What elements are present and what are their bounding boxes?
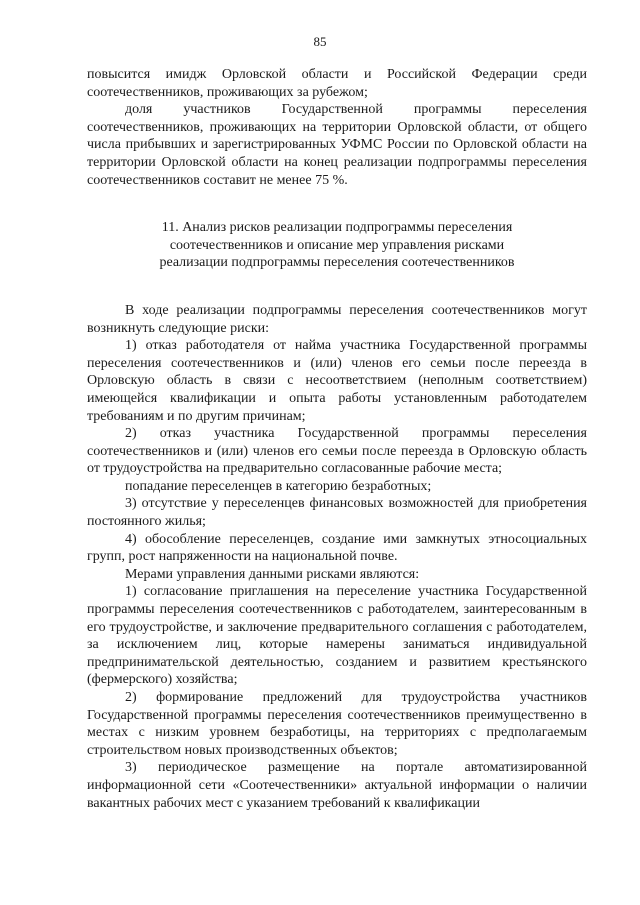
- measure-item: 1) согласование приглашения на переселение участника Государственной программы переселения соотечественников с работодателем, заинтересованным в его трудоустройстве, и заключение предварительного соглашения с работодателем, за исключением лиц, которые намерены заниматься индивидуальной предпринимательской деятельностью, созданием и развитием крестьянского (фермерского) хозяйства;: [87, 584, 587, 688]
- paragraph: В ходе реализации подпрограммы переселения соотечественников могут возникнуть следующие риски:: [87, 302, 587, 336]
- section-heading-line: реализации подпрограммы переселения соотечественников: [159, 255, 515, 271]
- section-heading: [87, 219, 587, 272]
- paragraph: повысится имидж Орловской области и Российской Федерации среди соотечественников, проживающих за рубежом;: [87, 67, 587, 100]
- document-body: [87, 66, 587, 812]
- section-heading-line: соотечественников и описание мер управления рисками: [169, 237, 505, 253]
- risk-item: 1) отказ работодателя от найма участника Государственной программы переселения соотечественников и (или) членов его семьи после переезда в Орловскую область в связи с несоответствием (неполным соответствием) имеющейся квалификации и опыта работы установленным работодателем требованиям и по другим причинам;: [87, 338, 587, 424]
- risk-item: 2) отказ участника Государственной программы переселения соотечественников и (или) членов его семьи после переезда в Орловскую область от трудоустройства на предварительно согласованные рабочие места;: [87, 426, 587, 477]
- section-heading-line: 11. Анализ рисков реализации подпрограммы переселения: [161, 220, 513, 236]
- risk-item: 4) обособление переселенцев, создание ими замкнутых этносоциальных групп, рост напряженности на национальной почве.: [87, 531, 587, 565]
- risk-item: 3) отсутствие у переселенцев финансовых возможностей для приобретения постоянного жилья;: [87, 496, 587, 530]
- paragraph: доля участников Государственной программы переселения соотечественников, проживающих на территории Орловской области, от общего числа прибывших и зарегистрированных УФМС России по Орловской области на территории Орловской области на конец реализации подпрограммы переселения соотечественников составит не менее 75 %.: [87, 102, 587, 188]
- risk-item: попадание переселенцев в категорию безработных;: [125, 478, 432, 494]
- measure-item: 2) формирование предложений для трудоустройства участников Государственной программы переселения соотечественников преимущественно в местах с низким уровнем безработицы, на территориях с предполагаемым строительством новых производственных объектов;: [87, 690, 587, 758]
- measure-item: 3) периодическое размещение на портале автоматизированной информационной сети «Соотечественники» актуальной информации о наличии вакантных рабочих мест с указанием требований к квалификации: [87, 760, 587, 811]
- page-number: 85: [313, 34, 327, 49]
- paragraph: Мерами управления данными рисками являются:: [125, 566, 420, 582]
